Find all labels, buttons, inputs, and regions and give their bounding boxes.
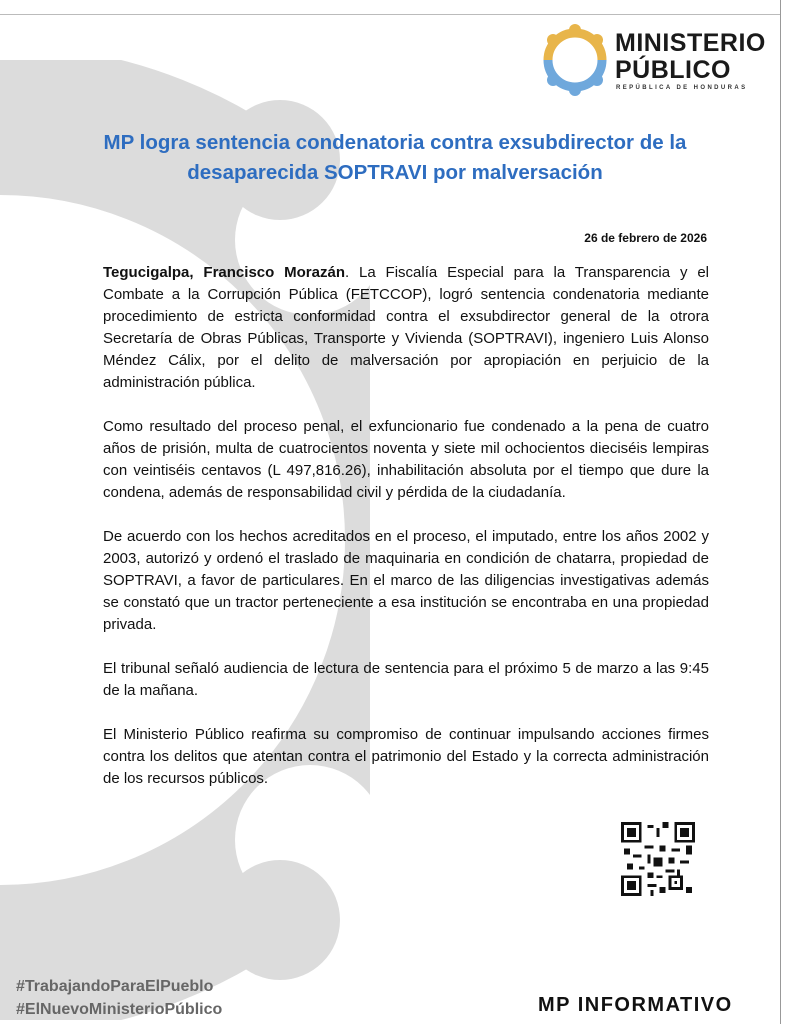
mp-informativo-brand: MP INFORMATIVO xyxy=(538,994,733,1016)
logo-line2: PÚBLICO xyxy=(615,56,731,84)
publication-date: 26 de febrero de 2026 xyxy=(584,231,707,245)
hashtags xyxy=(16,975,222,1021)
logo-subtitle: REPÚBLICA DE HONDURAS xyxy=(616,85,748,91)
dateline: Tegucigalpa, Francisco Morazán xyxy=(103,264,345,281)
paragraph-1-text: . La Fiscalía Especial para la Transparencia y el Combate a la Corrupción Pública (FETCCOP), logró sentencia condenatoria mediante procedimiento de estricta conformidad contra el exsubdirector general de la otrora Secretaría de Obras Públicas, Transporte y Vivienda (SOPTRAVI), ingeniero Luis Alonso Méndez Cálix, por el delito de malversación por apropiación en perjuicio de la administración pública. xyxy=(103,264,709,391)
hashtag-nuevo-mp: #ElNuevoMinisterioPúblico xyxy=(16,1001,223,1018)
headline: MP logra sentencia condenatoria contra exsubdirector de la desaparecida SOPTRAVI por malversación xyxy=(103,131,687,184)
ministerio-publico-logo xyxy=(540,24,770,96)
logo-line1: MINISTERIO xyxy=(615,29,766,57)
qr-code-icon[interactable] xyxy=(621,822,695,896)
hashtag-trabajando: #TrabajandoParaElPueblo xyxy=(16,978,214,995)
right-rule xyxy=(780,0,781,1024)
paragraph-4: El tribunal señaló audiencia de lectura de sentencia para el próximo 5 de marzo a las 9:45 de la mañana. xyxy=(103,660,709,699)
paragraph-5: El Ministerio Público reafirma su compromiso de continuar impulsando acciones firmes contra los delitos que atentan contra el patrimonio del Estado y la correcta administración de los recursos públicos. xyxy=(103,726,709,787)
paragraph-1 xyxy=(103,262,709,394)
article-body xyxy=(103,262,709,812)
people-circle-icon xyxy=(540,24,610,96)
paragraph-3: De acuerdo con los hechos acreditados en el proceso, el imputado, entre los años 2002 y 2003, autorizó y ordenó el traslado de maquinaria en condición de chatarra, propiedad de SOPTRAVI, a favor de particulares. En el marco de las diligencias investigativas además se constató que un tractor perteneciente a esa institución se encontraba en una propiedad privada. xyxy=(103,528,709,633)
top-rule xyxy=(0,14,780,15)
paragraph-2: Como resultado del proceso penal, el exfuncionario fue condenado a la pena de cuatro años de prisión, multa de cuatrocientos noventa y siete mil ochocientos dieciséis lempiras con veintiséis centavos (L 497,816.26), inhabilitación absoluta por el tiempo que dure la condena, además de responsabilidad civil y pérdida de la ciudadanía. xyxy=(103,418,709,501)
